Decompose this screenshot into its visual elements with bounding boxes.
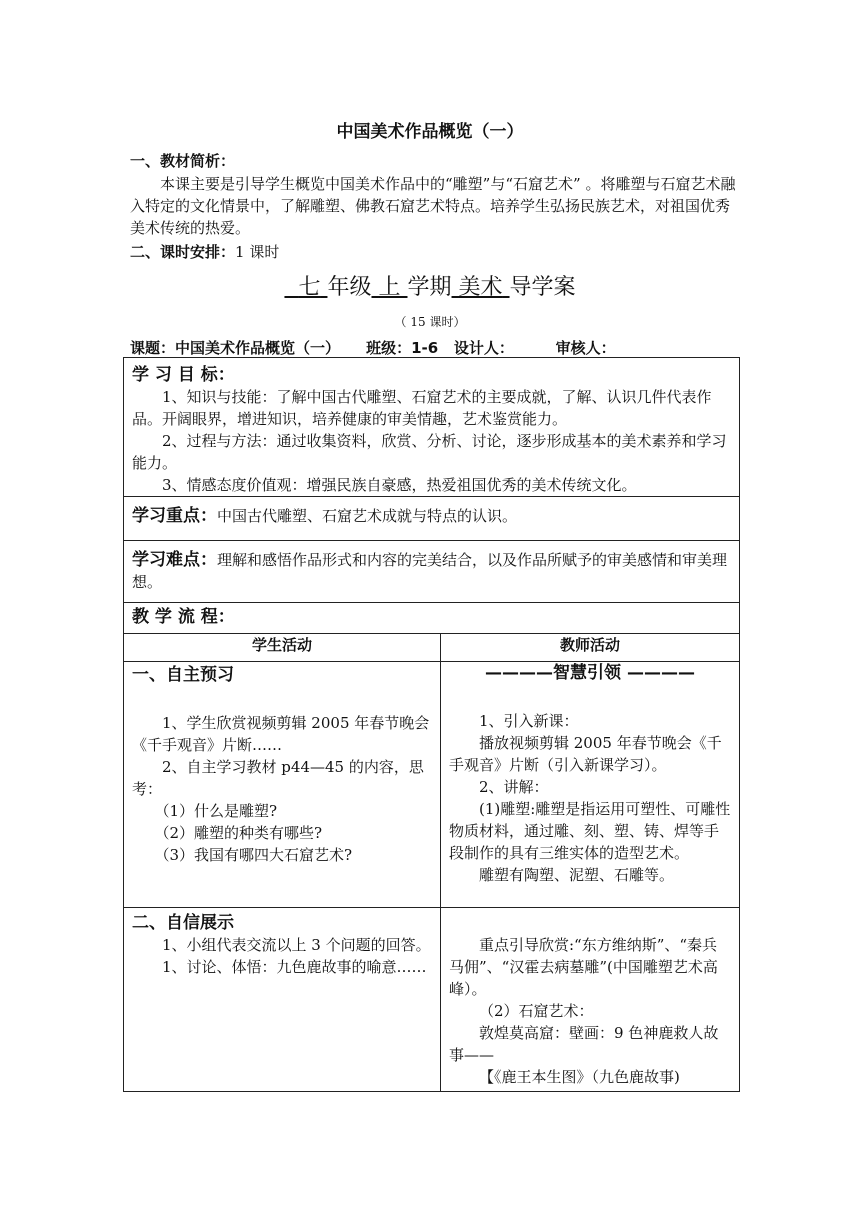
difficulties-label: 学习难点：: [132, 550, 217, 570]
difficulties-cell: [124, 541, 740, 603]
goal-item: 3、情感态度价值观：增强民族自豪感，热爱祖国优秀的美术传统文化。: [162, 476, 637, 494]
student-line: 2、自主学习教材 p44—45 的内容，思考：: [132, 758, 424, 798]
student-line: 1、小组代表交流以上 3 个问题的回答。: [162, 936, 431, 954]
student-line: 1、讨论、体悟：九色鹿故事的喻意……: [162, 958, 427, 976]
student-column-header: 学生活动: [124, 634, 441, 662]
presentation-heading: 二、自信展示: [132, 913, 234, 933]
goal-item: 1、知识与技能：了解中国古代雕塑、石窟艺术的主要成就，了解、认识几件代表作品。开阔眼界，增进知识，培养健康的审美情趣，艺术鉴赏能力。: [132, 388, 712, 428]
teacher-line: (1)雕塑:雕塑是指运用可塑性、可雕性物质材料，通过雕、刻、塑、铸、焊等手段制作的具有三维实体的造型艺术。: [449, 800, 731, 862]
term-value: 上: [378, 275, 401, 300]
term-suffix: 学期: [407, 275, 452, 300]
teacher-line: 2、讲解：: [479, 778, 549, 796]
teacher-line: 播放视频剪辑 2005 年春节晚会《千手观音》片断（引入新课学习）。: [449, 734, 722, 774]
course-info-line: 课题：中国美术作品概览（一） 班级：1-6 设计人： 审核人：: [130, 339, 616, 357]
key-points-label: 学习重点：: [132, 506, 217, 526]
student-line: 1、学生欣赏视频剪辑 2005 年春节晚会《千手观音》片断……: [132, 714, 430, 754]
key-points-text: 中国古代雕塑、石窟艺术成就与特点的认识。: [217, 507, 518, 525]
student-question: （2）雕塑的种类有哪些?: [154, 824, 323, 842]
schedule-label: 二、课时安排：: [130, 243, 236, 261]
student-question: （1）什么是雕塑?: [154, 802, 278, 820]
goals-heading: 学 习 目 标：: [132, 365, 235, 385]
teacher-line: 【《鹿王本生图》（九色鹿故事): [479, 1068, 680, 1086]
teacher-section-2: [441, 908, 740, 1092]
process-heading: 教 学 流 程：: [132, 607, 235, 627]
subject-value: 美术: [458, 275, 503, 300]
teacher-section-1: [441, 662, 740, 908]
student-section-2: [124, 908, 441, 1092]
teacher-line: 重点引导欣赏:“东方维纳斯”、“秦兵马佣”、“汉霍去病墓雕”(中国雕塑艺术高峰）。: [449, 936, 718, 998]
teacher-line: 1、引入新课：: [479, 712, 579, 730]
self-study-heading: 一、自主预习: [132, 665, 234, 685]
process-heading-cell: [124, 603, 740, 634]
guidance-heading: ————智慧引领 ————: [485, 663, 695, 683]
difficulties-text: 理解和感悟作品形式和内容的完美结合，以及作品所赋予的审美感情和审美理想。: [132, 551, 728, 591]
plan-title: [0, 270, 860, 301]
schedule-value: 1 课时: [235, 243, 280, 261]
key-points-cell: [124, 497, 740, 541]
grade-value: 七: [298, 275, 321, 300]
teacher-line: 敦煌莫高窟：壁画：9 色神鹿救人故事——: [449, 1024, 719, 1064]
student-section-1: [124, 662, 441, 908]
teacher-line: 雕塑有陶塑、泥塑、石雕等。: [479, 866, 675, 884]
document-title: 中国美术作品概览（一）: [336, 122, 524, 142]
goal-item: 2、过程与方法：通过收集资料，欣赏、分析、讨论，逐步形成基本的美术素养和学习能力。: [132, 432, 727, 472]
grade-suffix: 年级: [327, 275, 372, 300]
student-question: （3）我国有哪四大石窟艺术?: [154, 846, 353, 864]
guide-table: [123, 357, 740, 1092]
schedule-line: [130, 241, 740, 263]
plan-title-tail: 导学案: [509, 275, 576, 300]
teacher-line: （2）石窟艺术：: [479, 1002, 594, 1020]
teacher-column-header: 教师活动: [441, 634, 740, 662]
hours-note: （ 15 课时）: [394, 315, 466, 329]
intro-paragraph: 本课主要是引导学生概览中国美术作品中的“雕塑”与“石窟艺术” 。将雕塑与石窟艺术融入特定的文化情景中，了解雕塑、佛教石窟艺术特点。培养学生弘扬民族艺术，对祖国优秀美术传统的热爱。: [130, 175, 736, 237]
goals-cell: [124, 358, 740, 497]
intro-heading: 一、教材简析：: [130, 152, 236, 170]
